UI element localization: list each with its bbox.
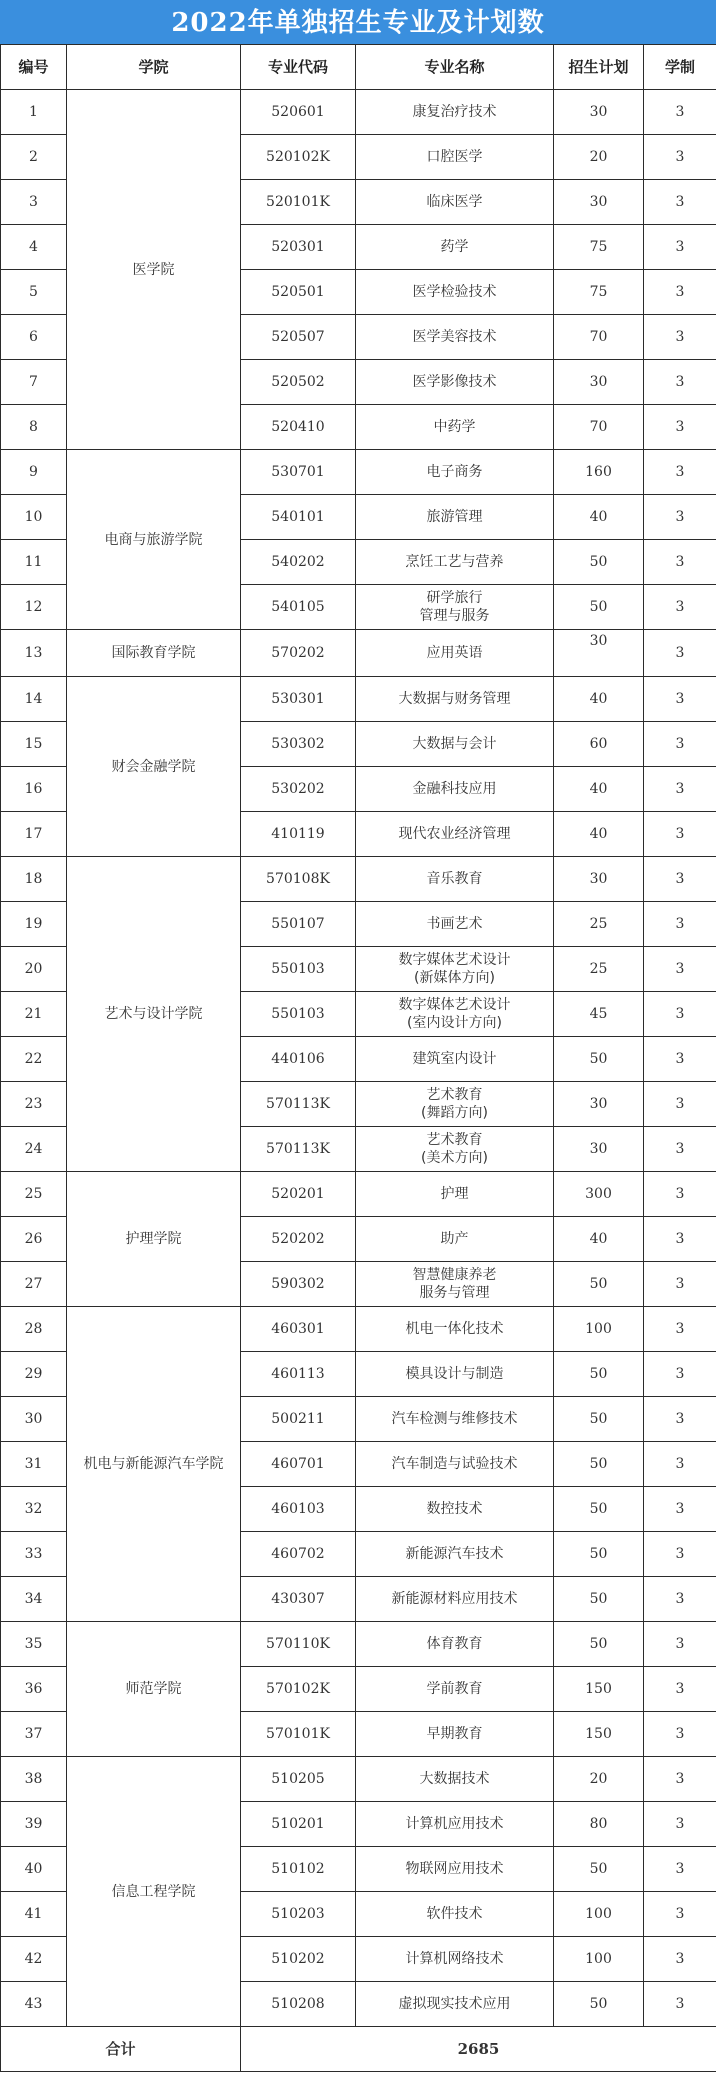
major-name <box>356 1397 554 1442</box>
major-name <box>356 767 554 812</box>
major-name-line: 新能源汽车技术 <box>405 1546 504 1562</box>
enrollment-plan: 50 <box>554 1262 644 1307</box>
major-name-line: 艺术教育 <box>426 1132 483 1148</box>
major-code: 590302 <box>241 1262 356 1307</box>
major-name <box>356 1667 554 1712</box>
duration-years: 3 <box>644 405 716 450</box>
header-major-name: 专业名称 <box>356 45 554 90</box>
row-number: 18 <box>1 857 67 902</box>
college-cell: 国际教育学院 <box>67 630 241 677</box>
row-number: 42 <box>1 1937 67 1982</box>
row-number: 33 <box>1 1532 67 1577</box>
row-number: 25 <box>1 1172 67 1217</box>
row-number: 34 <box>1 1577 67 1622</box>
major-code: 500211 <box>241 1397 356 1442</box>
major-name <box>356 992 554 1037</box>
major-name <box>356 1352 554 1397</box>
major-name <box>356 1082 554 1127</box>
major-code: 530701 <box>241 450 356 495</box>
major-name <box>356 180 554 225</box>
major-name-line: 汽车制造与试验技术 <box>391 1456 518 1472</box>
major-name <box>356 677 554 722</box>
duration-years: 3 <box>644 992 716 1037</box>
major-code: 510102 <box>241 1847 356 1892</box>
duration-years: 3 <box>644 947 716 992</box>
enrollment-plan: 50 <box>554 1847 644 1892</box>
enrollment-plan: 30 <box>554 630 644 677</box>
major-name-line: 大数据与会计 <box>412 736 497 752</box>
major-code: 530301 <box>241 677 356 722</box>
enrollment-plan: 50 <box>554 1037 644 1082</box>
duration-years: 3 <box>644 1937 716 1982</box>
row-number: 12 <box>1 585 67 630</box>
major-code: 520202 <box>241 1217 356 1262</box>
enrollment-plan: 50 <box>554 540 644 585</box>
duration-years: 3 <box>644 677 716 722</box>
duration-years: 3 <box>644 1982 716 2027</box>
major-code: 510205 <box>241 1757 356 1802</box>
major-name <box>356 1892 554 1937</box>
table-row <box>1 450 716 495</box>
enrollment-plan: 150 <box>554 1667 644 1712</box>
major-name <box>356 812 554 857</box>
major-code: 550107 <box>241 902 356 947</box>
row-number: 20 <box>1 947 67 992</box>
duration-years: 3 <box>644 135 716 180</box>
duration-years: 3 <box>644 902 716 947</box>
major-name-line: 数字媒体艺术设计 <box>398 952 511 968</box>
major-code: 550103 <box>241 947 356 992</box>
college-cell: 电商与旅游学院 <box>67 450 241 630</box>
major-name <box>356 1937 554 1982</box>
college-cell: 机电与新能源汽车学院 <box>67 1307 241 1622</box>
table-row <box>1 857 716 902</box>
major-name-line: 新能源材料应用技术 <box>391 1591 518 1607</box>
enrollment-table <box>0 44 716 2072</box>
major-name-line: 数字媒体艺术设计 <box>398 997 511 1013</box>
major-code: 540202 <box>241 540 356 585</box>
duration-years: 3 <box>644 1442 716 1487</box>
major-name <box>356 1217 554 1262</box>
major-name <box>356 1172 554 1217</box>
major-name-line: 汽车检测与维修技术 <box>391 1411 518 1427</box>
major-name <box>356 1442 554 1487</box>
row-number: 39 <box>1 1802 67 1847</box>
major-code: 530302 <box>241 722 356 767</box>
major-code: 520102K <box>241 135 356 180</box>
major-name <box>356 1802 554 1847</box>
row-number: 37 <box>1 1712 67 1757</box>
duration-years: 3 <box>644 1397 716 1442</box>
table-title: 2022年单独招生专业及计划数 <box>0 0 716 44</box>
major-code: 570101K <box>241 1712 356 1757</box>
duration-years: 3 <box>644 722 716 767</box>
major-name-line: 助产 <box>440 1231 469 1247</box>
major-name <box>356 1487 554 1532</box>
major-name <box>356 405 554 450</box>
major-name-line: 烹饪工艺与营养 <box>405 554 504 570</box>
major-code: 460702 <box>241 1532 356 1577</box>
row-number: 4 <box>1 225 67 270</box>
duration-years: 3 <box>644 1262 716 1307</box>
enrollment-plan: 30 <box>554 90 644 135</box>
enrollment-plan: 25 <box>554 947 644 992</box>
duration-years: 3 <box>644 1037 716 1082</box>
row-number: 9 <box>1 450 67 495</box>
enrollment-plan: 40 <box>554 812 644 857</box>
major-name-line: 体育教育 <box>426 1636 483 1652</box>
college-cell: 护理学院 <box>67 1172 241 1307</box>
enrollment-plan: 50 <box>554 1577 644 1622</box>
major-code: 570202 <box>241 630 356 677</box>
table-header <box>1 45 716 90</box>
major-name <box>356 1757 554 1802</box>
major-name <box>356 947 554 992</box>
enrollment-plan: 30 <box>554 1127 644 1172</box>
enrollment-plan: 40 <box>554 677 644 722</box>
major-name <box>356 1307 554 1352</box>
enrollment-plan: 50 <box>554 1397 644 1442</box>
enrollment-plan: 70 <box>554 315 644 360</box>
row-number: 21 <box>1 992 67 1037</box>
row-number: 38 <box>1 1757 67 1802</box>
major-code: 550103 <box>241 992 356 1037</box>
major-code: 460301 <box>241 1307 356 1352</box>
row-number: 31 <box>1 1442 67 1487</box>
table-row <box>1 90 716 135</box>
total-value: 2685 <box>241 2027 716 2072</box>
major-name <box>356 857 554 902</box>
major-code: 540105 <box>241 585 356 630</box>
major-name <box>356 1982 554 2027</box>
table-row <box>1 1172 716 1217</box>
major-name-line: 模具设计与制造 <box>405 1366 504 1382</box>
major-name-line: 药学 <box>440 239 469 255</box>
total-row <box>1 2027 716 2072</box>
header-enrollment-plan: 招生计划 <box>554 45 644 90</box>
major-name <box>356 90 554 135</box>
duration-years: 3 <box>644 225 716 270</box>
college-cell: 医学院 <box>67 90 241 450</box>
row-number: 35 <box>1 1622 67 1667</box>
major-name-line: 音乐教育 <box>426 871 483 887</box>
major-name-line: 机电一体化技术 <box>405 1321 504 1337</box>
row-number: 19 <box>1 902 67 947</box>
major-name <box>356 1712 554 1757</box>
major-code: 520201 <box>241 1172 356 1217</box>
major-name <box>356 495 554 540</box>
major-name-line: 临床医学 <box>426 194 483 210</box>
row-number: 24 <box>1 1127 67 1172</box>
duration-years: 3 <box>644 1712 716 1757</box>
major-code: 570102K <box>241 1667 356 1712</box>
duration-years: 3 <box>644 90 716 135</box>
row-number: 13 <box>1 630 67 677</box>
major-name-line: 软件技术 <box>426 1906 483 1922</box>
major-name-line: 电子商务 <box>426 464 483 480</box>
enrollment-plan: 70 <box>554 405 644 450</box>
enrollment-plan: 30 <box>554 360 644 405</box>
major-name-line: 护理 <box>440 1186 469 1202</box>
duration-years: 3 <box>644 1487 716 1532</box>
major-name-line: 早期教育 <box>426 1726 483 1742</box>
row-number: 22 <box>1 1037 67 1082</box>
major-code: 520507 <box>241 315 356 360</box>
major-name <box>356 630 554 677</box>
major-code: 520301 <box>241 225 356 270</box>
table-body <box>1 90 716 2027</box>
major-code: 570113K <box>241 1082 356 1127</box>
duration-years: 3 <box>644 1532 716 1577</box>
enrollment-plan: 50 <box>554 1487 644 1532</box>
major-name-line: 大数据与财务管理 <box>398 691 511 707</box>
major-name <box>356 1622 554 1667</box>
major-name-line: 金融科技应用 <box>412 781 497 797</box>
enrollment-plan: 45 <box>554 992 644 1037</box>
major-name-line: 数控技术 <box>426 1501 483 1517</box>
major-name <box>356 1847 554 1892</box>
duration-years: 3 <box>644 1622 716 1667</box>
row-number: 5 <box>1 270 67 315</box>
major-name <box>356 1262 554 1307</box>
college-cell: 财会金融学院 <box>67 677 241 857</box>
header-college: 学院 <box>67 45 241 90</box>
row-number: 41 <box>1 1892 67 1937</box>
major-name-line: 智慧健康养老 <box>412 1267 497 1283</box>
enrollment-plan: 100 <box>554 1307 644 1352</box>
college-cell: 艺术与设计学院 <box>67 857 241 1172</box>
major-name-line: 应用英语 <box>426 645 483 661</box>
enrollment-plan: 50 <box>554 1622 644 1667</box>
major-name <box>356 225 554 270</box>
enrollment-plan: 50 <box>554 1442 644 1487</box>
major-code: 440106 <box>241 1037 356 1082</box>
major-name-line: 学前教育 <box>426 1681 483 1697</box>
major-code: 510203 <box>241 1892 356 1937</box>
major-name <box>356 585 554 630</box>
row-number: 15 <box>1 722 67 767</box>
major-name <box>356 1532 554 1577</box>
enrollment-plan: 300 <box>554 1172 644 1217</box>
major-name-line: 艺术教育 <box>426 1087 483 1103</box>
major-name-line: 现代农业经济管理 <box>398 826 511 842</box>
major-name-line: 口腔医学 <box>426 149 483 165</box>
major-code: 460103 <box>241 1487 356 1532</box>
major-name-line: 康复治疗技术 <box>412 104 497 120</box>
header-duration: 学制 <box>644 45 716 90</box>
duration-years: 3 <box>644 270 716 315</box>
table-row <box>1 1757 716 1802</box>
major-name <box>356 360 554 405</box>
enrollment-plan: 80 <box>554 1802 644 1847</box>
header-number: 编号 <box>1 45 67 90</box>
row-number: 14 <box>1 677 67 722</box>
college-cell: 信息工程学院 <box>67 1757 241 2027</box>
major-code: 530202 <box>241 767 356 812</box>
row-number: 43 <box>1 1982 67 2027</box>
major-code: 460113 <box>241 1352 356 1397</box>
enrollment-plan: 40 <box>554 767 644 812</box>
duration-years: 3 <box>644 812 716 857</box>
enrollment-plan: 60 <box>554 722 644 767</box>
enrollment-plan: 100 <box>554 1892 644 1937</box>
major-code: 520410 <box>241 405 356 450</box>
enrollment-plan: 40 <box>554 495 644 540</box>
major-code: 570108K <box>241 857 356 902</box>
major-code: 460701 <box>241 1442 356 1487</box>
duration-years: 3 <box>644 767 716 812</box>
major-name <box>356 450 554 495</box>
row-number: 32 <box>1 1487 67 1532</box>
major-name-line: 研学旅行 <box>426 590 483 606</box>
major-name-line: 大数据技术 <box>419 1771 490 1787</box>
enrollment-plan: 150 <box>554 1712 644 1757</box>
row-number: 29 <box>1 1352 67 1397</box>
duration-years: 3 <box>644 1847 716 1892</box>
row-number: 7 <box>1 360 67 405</box>
enrollment-plan: 40 <box>554 1217 644 1262</box>
enrollment-plan: 50 <box>554 1982 644 2027</box>
row-number: 36 <box>1 1667 67 1712</box>
major-name <box>356 902 554 947</box>
major-name-line: (美术方向) <box>421 1150 488 1166</box>
major-code: 510202 <box>241 1937 356 1982</box>
duration-years: 3 <box>644 857 716 902</box>
enrollment-plan: 25 <box>554 902 644 947</box>
duration-years: 3 <box>644 360 716 405</box>
enrollment-plan: 20 <box>554 135 644 180</box>
major-name <box>356 135 554 180</box>
header-row <box>1 45 716 90</box>
major-name-line: 书画艺术 <box>426 916 483 932</box>
row-number: 23 <box>1 1082 67 1127</box>
header-major-code: 专业代码 <box>241 45 356 90</box>
row-number: 26 <box>1 1217 67 1262</box>
major-code: 520502 <box>241 360 356 405</box>
major-name <box>356 1577 554 1622</box>
major-name-line: 管理与服务 <box>419 608 490 624</box>
duration-years: 3 <box>644 1127 716 1172</box>
major-name-line: 医学检验技术 <box>412 284 497 300</box>
duration-years: 3 <box>644 1082 716 1127</box>
row-number: 17 <box>1 812 67 857</box>
duration-years: 3 <box>644 1802 716 1847</box>
duration-years: 3 <box>644 315 716 360</box>
major-name-line: (舞蹈方向) <box>421 1105 488 1121</box>
major-code: 520501 <box>241 270 356 315</box>
table-footer <box>1 2027 716 2072</box>
enrollment-plan: 30 <box>554 1082 644 1127</box>
major-name-line: 建筑室内设计 <box>412 1051 497 1067</box>
enrollment-plan: 50 <box>554 1352 644 1397</box>
table-row <box>1 1622 716 1667</box>
duration-years: 3 <box>644 180 716 225</box>
enrollment-plan: 160 <box>554 450 644 495</box>
enrollment-plan: 100 <box>554 1937 644 1982</box>
major-code: 540101 <box>241 495 356 540</box>
duration-years: 3 <box>644 1892 716 1937</box>
major-code: 430307 <box>241 1577 356 1622</box>
duration-years: 3 <box>644 630 716 677</box>
duration-years: 3 <box>644 1667 716 1712</box>
duration-years: 3 <box>644 1217 716 1262</box>
major-code: 510208 <box>241 1982 356 2027</box>
row-number: 16 <box>1 767 67 812</box>
row-number: 10 <box>1 495 67 540</box>
major-name-line: 医学影像技术 <box>412 374 497 390</box>
table-row <box>1 1307 716 1352</box>
table-row <box>1 677 716 722</box>
major-name-line: 物联网应用技术 <box>405 1861 504 1877</box>
major-name-line: 服务与管理 <box>419 1285 490 1301</box>
table-row <box>1 630 716 677</box>
enrollment-plan: 50 <box>554 1532 644 1577</box>
enrollment-plan: 75 <box>554 270 644 315</box>
major-name-line: 旅游管理 <box>426 509 483 525</box>
row-number: 27 <box>1 1262 67 1307</box>
row-number: 2 <box>1 135 67 180</box>
row-number: 3 <box>1 180 67 225</box>
major-name-line: 医学美容技术 <box>412 329 497 345</box>
row-number: 30 <box>1 1397 67 1442</box>
row-number: 1 <box>1 90 67 135</box>
enrollment-plan: 30 <box>554 857 644 902</box>
major-code: 520101K <box>241 180 356 225</box>
duration-years: 3 <box>644 1307 716 1352</box>
duration-years: 3 <box>644 495 716 540</box>
total-label: 合计 <box>1 2027 241 2072</box>
enrollment-plan: 75 <box>554 225 644 270</box>
major-name-line: 计算机网络技术 <box>405 1951 504 1967</box>
major-name <box>356 315 554 360</box>
duration-years: 3 <box>644 1757 716 1802</box>
enrollment-plan: 20 <box>554 1757 644 1802</box>
duration-years: 3 <box>644 585 716 630</box>
row-number: 8 <box>1 405 67 450</box>
major-name-line: (新媒体方向) <box>414 970 495 986</box>
row-number: 28 <box>1 1307 67 1352</box>
enrollment-plan: 30 <box>554 180 644 225</box>
major-name <box>356 1127 554 1172</box>
major-code: 570113K <box>241 1127 356 1172</box>
duration-years: 3 <box>644 450 716 495</box>
major-code: 510201 <box>241 1802 356 1847</box>
row-number: 40 <box>1 1847 67 1892</box>
major-name-line: 虚拟现实技术应用 <box>398 1996 511 2012</box>
duration-years: 3 <box>644 1172 716 1217</box>
major-name <box>356 722 554 767</box>
duration-years: 3 <box>644 540 716 585</box>
major-code: 570110K <box>241 1622 356 1667</box>
major-name-line: (室内设计方向) <box>407 1015 502 1031</box>
major-name <box>356 270 554 315</box>
duration-years: 3 <box>644 1352 716 1397</box>
major-code: 520601 <box>241 90 356 135</box>
major-name <box>356 540 554 585</box>
major-name <box>356 1037 554 1082</box>
row-number: 11 <box>1 540 67 585</box>
enrollment-plan: 50 <box>554 585 644 630</box>
major-code: 410119 <box>241 812 356 857</box>
duration-years: 3 <box>644 1577 716 1622</box>
major-name-line: 计算机应用技术 <box>405 1816 504 1832</box>
major-name-line: 中药学 <box>433 419 476 435</box>
row-number: 6 <box>1 315 67 360</box>
college-cell: 师范学院 <box>67 1622 241 1757</box>
